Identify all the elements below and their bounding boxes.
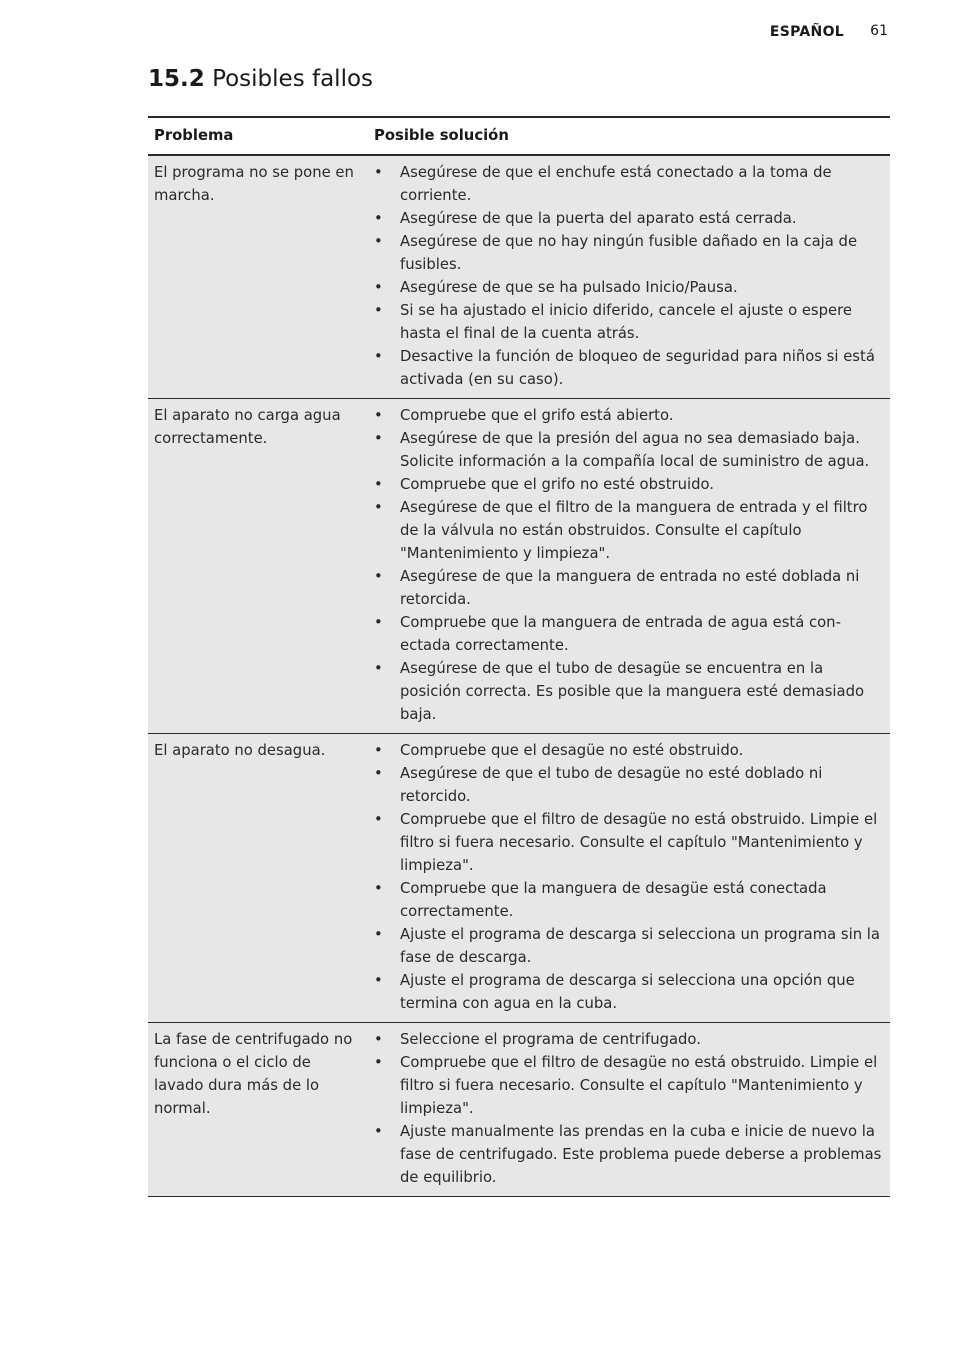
problem-cell: El aparato no carga agua correctamente. bbox=[148, 399, 368, 734]
list-item bbox=[374, 230, 884, 276]
bullet-icon: • bbox=[374, 1054, 383, 1071]
list-item bbox=[374, 877, 884, 923]
list-item bbox=[374, 762, 884, 808]
table-row bbox=[148, 399, 890, 734]
section-title-text: Posibles fallos bbox=[212, 66, 374, 92]
troubleshooting-table bbox=[148, 116, 890, 1197]
list-item bbox=[374, 427, 884, 473]
bullet-icon: • bbox=[374, 499, 383, 516]
list-item bbox=[374, 276, 884, 299]
list-item bbox=[374, 739, 884, 762]
table-row bbox=[148, 1023, 890, 1197]
solution-text: Asegúrese de que la presión del agua no sea demasiado baja. Solicite información a la compañía local de suministro de agua. bbox=[400, 430, 870, 470]
solution-text: Compruebe que el desagüe no esté obstruido. bbox=[400, 742, 744, 759]
solution-text: Desactive la función de bloqueo de seguridad para niños si está activada (en su caso). bbox=[400, 348, 875, 388]
table-header-row bbox=[148, 117, 890, 155]
solution-cell bbox=[368, 734, 890, 1023]
solution-list bbox=[374, 739, 884, 1015]
table-row bbox=[148, 734, 890, 1023]
problem-cell: El programa no se pone en marcha. bbox=[148, 155, 368, 399]
solution-text: Asegúrese de que el filtro de la manguera de entrada y el filtro de la válvula no están obstruidos. Consulte el capítulo "Mantenimiento y limpieza". bbox=[400, 499, 868, 562]
problem-cell: La fase de centrifugado no funciona o el ciclo de lavado dura más de lo normal. bbox=[148, 1023, 368, 1197]
list-item bbox=[374, 923, 884, 969]
bullet-icon: • bbox=[374, 972, 383, 989]
bullet-icon: • bbox=[374, 811, 383, 828]
bullet-icon: • bbox=[374, 880, 383, 897]
list-item bbox=[374, 611, 884, 657]
solution-list bbox=[374, 161, 884, 391]
bullet-icon: • bbox=[374, 568, 383, 585]
problem-cell: El aparato no desagua. bbox=[148, 734, 368, 1023]
solution-text: Ajuste el programa de descarga si selecciona un programa sin la fase de descarga. bbox=[400, 926, 880, 966]
list-item bbox=[374, 565, 884, 611]
solution-text: Asegúrese de que el enchufe está conectado a la toma de corriente. bbox=[400, 164, 832, 204]
solution-cell bbox=[368, 1023, 890, 1197]
bullet-icon: • bbox=[374, 302, 383, 319]
solution-text: Ajuste el programa de descarga si selecciona una opción que termina con agua en la cuba. bbox=[400, 972, 855, 1012]
list-item bbox=[374, 1120, 884, 1189]
bullet-icon: • bbox=[374, 614, 383, 631]
solution-text: Compruebe que el filtro de desagüe no está obstruido. Limpie el filtro si fuera necesario. Consulte el capítulo "Mantenimiento y limpieza". bbox=[400, 811, 878, 874]
bullet-icon: • bbox=[374, 164, 383, 181]
column-header-problem: Problema bbox=[148, 117, 368, 155]
bullet-icon: • bbox=[374, 348, 383, 365]
solution-text: Asegúrese de que la manguera de entrada no esté doblada ni retorcida. bbox=[400, 568, 860, 608]
solution-text: Asegúrese de que la puerta del aparato está cerrada. bbox=[400, 210, 797, 227]
solution-text: Asegúrese de que el tubo de desagüe no esté doblado ni retorcido. bbox=[400, 765, 823, 805]
list-item bbox=[374, 345, 884, 391]
bullet-icon: • bbox=[374, 407, 383, 424]
table-row bbox=[148, 155, 890, 399]
solution-text: Asegúrese de que se ha pulsado Inicio/Pausa. bbox=[400, 279, 738, 296]
header-language: ESPAÑOL bbox=[769, 24, 844, 40]
bullet-icon: • bbox=[374, 476, 383, 493]
list-item bbox=[374, 969, 884, 1015]
solution-text: Compruebe que el filtro de desagüe no está obstruido. Limpie el filtro si fuera necesario. Consulte el capítulo "Mantenimiento y limpieza". bbox=[400, 1054, 878, 1117]
bullet-icon: • bbox=[374, 742, 383, 759]
solution-cell bbox=[368, 399, 890, 734]
section-title bbox=[148, 66, 373, 92]
solution-text: Asegúrese de que el tubo de desagüe se encuentra en la posición correcta. Es posible que la manguera esté demasiado baja. bbox=[400, 660, 865, 723]
page-number: 61 bbox=[870, 23, 888, 39]
list-item bbox=[374, 808, 884, 877]
section-number: 15.2 bbox=[148, 66, 205, 92]
solution-text: Compruebe que la manguera de entrada de agua está conectada correctamente. bbox=[400, 614, 841, 654]
solution-text: Compruebe que la manguera de desagüe está conectada correctamente. bbox=[400, 880, 827, 920]
solution-list bbox=[374, 1028, 884, 1189]
solution-list bbox=[374, 404, 884, 726]
list-item bbox=[374, 496, 884, 565]
solution-cell bbox=[368, 155, 890, 399]
list-item bbox=[374, 1028, 884, 1051]
bullet-icon: • bbox=[374, 233, 383, 250]
bullet-icon: • bbox=[374, 279, 383, 296]
bullet-icon: • bbox=[374, 210, 383, 227]
list-item bbox=[374, 1051, 884, 1120]
bullet-icon: • bbox=[374, 765, 383, 782]
solution-text: Si se ha ajustado el inicio diferido, cancele el ajuste o espere hasta el final de la cuenta atrás. bbox=[400, 302, 852, 342]
bullet-icon: • bbox=[374, 430, 383, 447]
solution-text: Compruebe que el grifo está abierto. bbox=[400, 407, 674, 424]
bullet-icon: • bbox=[374, 1123, 383, 1140]
solution-text: Ajuste manualmente las prendas en la cuba e inicie de nuevo la fase de centrifugado. Este problema puede deberse a problemas de equilibrio. bbox=[400, 1123, 882, 1186]
list-item bbox=[374, 161, 884, 207]
list-item bbox=[374, 473, 884, 496]
bullet-icon: • bbox=[374, 660, 383, 677]
list-item bbox=[374, 299, 884, 345]
solution-text: Seleccione el programa de centrifugado. bbox=[400, 1031, 701, 1048]
list-item bbox=[374, 404, 884, 427]
bullet-icon: • bbox=[374, 926, 383, 943]
list-item bbox=[374, 657, 884, 726]
bullet-icon: • bbox=[374, 1031, 383, 1048]
solution-text: Compruebe que el grifo no esté obstruido. bbox=[400, 476, 714, 493]
list-item bbox=[374, 207, 884, 230]
solution-text: Asegúrese de que no hay ningún fusible dañado en la caja de fusibles. bbox=[400, 233, 858, 273]
column-header-solution: Posible solución bbox=[368, 117, 890, 155]
